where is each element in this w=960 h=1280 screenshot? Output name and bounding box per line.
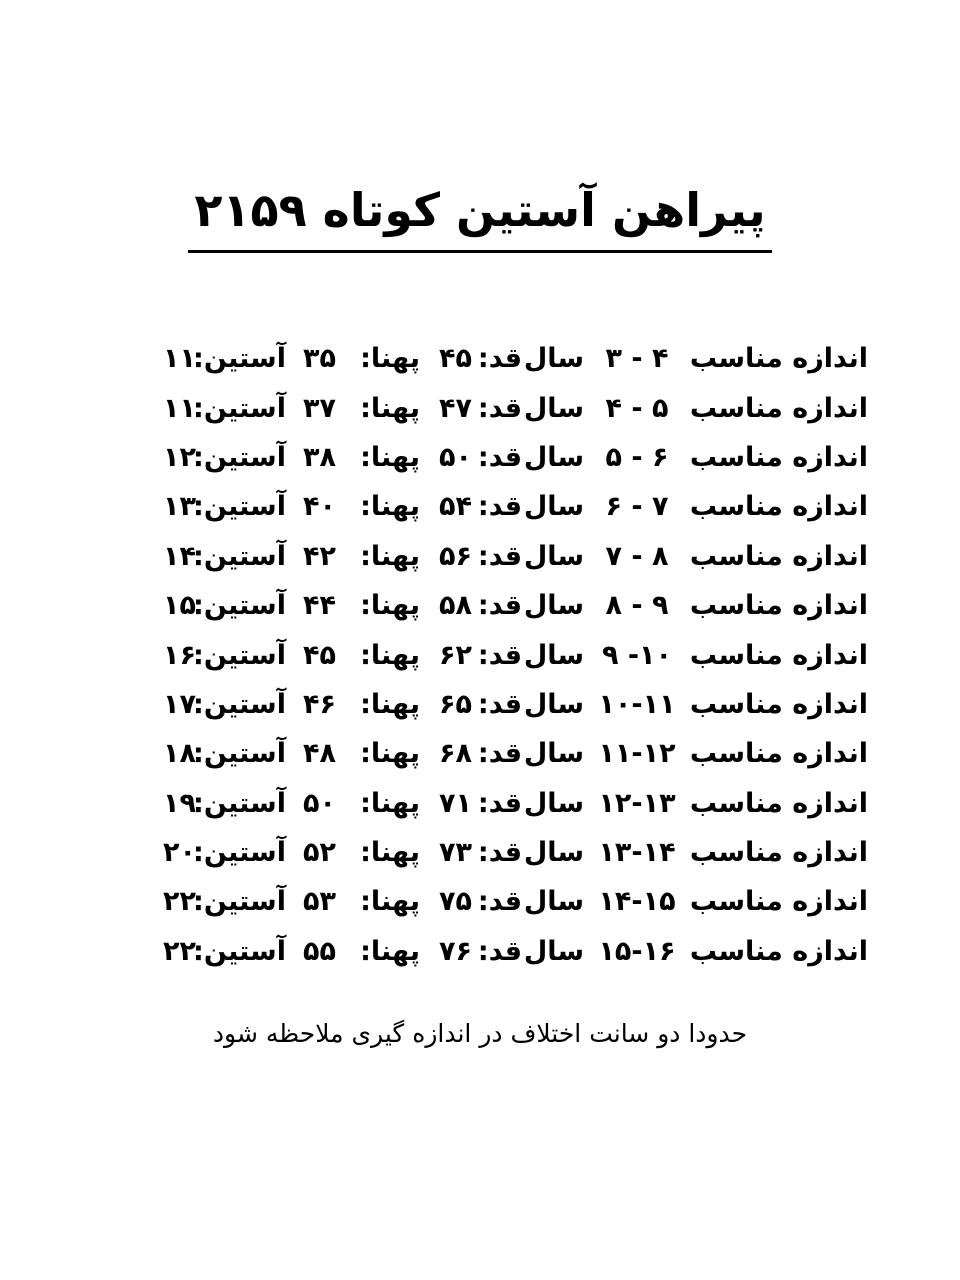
height-label: قد:: [477, 343, 522, 375]
size-row: [78, 630, 868, 679]
sleeve-value: ۱۱: [163, 343, 196, 375]
size-label: اندازه مناسب: [689, 886, 868, 918]
year-label: سال: [523, 343, 584, 375]
page-title: پیراهن آستین کوتاه ۲۱۵۹: [188, 178, 771, 253]
width-label: پهنا:: [360, 639, 420, 671]
size-label: اندازه مناسب: [689, 343, 868, 375]
age-range: ۱۰-۱۱: [598, 688, 676, 720]
height-label: قد:: [477, 540, 522, 572]
height-value: ۵۶: [439, 540, 472, 572]
sleeve-label: آستین:: [193, 540, 286, 572]
width-label: پهنا:: [360, 590, 420, 622]
age-range: ۷ - ۸: [605, 540, 669, 572]
sleeve-label: آستین:: [193, 837, 286, 869]
height-value: ۷۱: [439, 787, 472, 819]
width-label: پهنا:: [360, 886, 420, 918]
age-range: ۱۵-۱۶: [598, 935, 676, 967]
year-label: سال: [523, 540, 584, 572]
sleeve-value: ۱۷: [163, 688, 196, 720]
width-label: پهنا:: [360, 491, 420, 523]
width-label: پهنا:: [360, 688, 420, 720]
age-range: ۱۲-۱۳: [598, 787, 676, 819]
width-value: ۳۵: [303, 343, 336, 375]
height-value: ۵۰: [439, 441, 472, 473]
size-row: [78, 334, 868, 383]
sleeve-value: ۱۹: [163, 787, 196, 819]
height-value: ۷۵: [439, 886, 472, 918]
width-value: ۴۲: [303, 540, 336, 572]
age-range: ۳ - ۴: [605, 343, 669, 375]
size-label: اندازه مناسب: [689, 837, 868, 869]
height-label: قد:: [477, 491, 522, 523]
size-table: [78, 334, 868, 976]
sleeve-value: ۱۲: [163, 441, 196, 473]
height-label: قد:: [477, 639, 522, 671]
sleeve-value: ۱۳: [163, 491, 196, 523]
height-label: قد:: [477, 590, 522, 622]
height-value: ۶۲: [439, 639, 472, 671]
height-value: ۴۵: [439, 343, 472, 375]
sleeve-label: آستین:: [193, 688, 286, 720]
width-label: پهنا:: [360, 441, 420, 473]
age-range: ۴ - ۵: [605, 392, 669, 424]
size-label: اندازه مناسب: [689, 392, 868, 424]
width-label: پهنا:: [360, 837, 420, 869]
sleeve-label: آستین:: [193, 639, 286, 671]
year-label: سال: [523, 935, 584, 967]
age-range: ۶ - ۷: [605, 491, 669, 523]
height-value: ۶۵: [439, 688, 472, 720]
sleeve-label: آستین:: [193, 935, 286, 967]
size-label: اندازه مناسب: [689, 639, 868, 671]
year-label: سال: [523, 392, 584, 424]
footnote: حدودا دو سانت اختلاف در اندازه گیری ملاحظه شود: [212, 1019, 748, 1048]
size-row: [78, 779, 868, 828]
height-value: ۷۳: [439, 837, 472, 869]
year-label: سال: [523, 886, 584, 918]
sleeve-value: ۲۲: [163, 935, 196, 967]
age-range: ۸ - ۹: [605, 590, 669, 622]
height-value: ۵۸: [439, 590, 472, 622]
width-label: پهنا:: [360, 540, 420, 572]
size-row: [78, 433, 868, 482]
size-label: اندازه مناسب: [689, 935, 868, 967]
sleeve-value: ۱۱: [163, 392, 196, 424]
width-value: ۴۰: [303, 491, 336, 523]
size-row: [78, 828, 868, 877]
width-value: ۴۴: [303, 590, 336, 622]
sleeve-value: ۱۸: [163, 738, 196, 770]
size-row: [78, 877, 868, 926]
sleeve-label: آستین:: [193, 343, 286, 375]
height-label: قد:: [477, 837, 522, 869]
width-label: پهنا:: [360, 392, 420, 424]
size-row: [78, 927, 868, 976]
sleeve-label: آستین:: [193, 392, 286, 424]
sleeve-label: آستین:: [193, 886, 286, 918]
width-value: ۴۸: [303, 738, 336, 770]
height-label: قد:: [477, 935, 522, 967]
sleeve-value: ۲۲: [163, 886, 196, 918]
width-value: ۵۰: [303, 787, 336, 819]
size-label: اندازه مناسب: [689, 738, 868, 770]
size-row: [78, 482, 868, 531]
size-row: [78, 532, 868, 581]
size-label: اندازه مناسب: [689, 787, 868, 819]
age-range: ۵ - ۶: [605, 441, 669, 473]
width-value: ۴۶: [303, 688, 336, 720]
size-row: [78, 581, 868, 630]
height-value: ۵۴: [439, 491, 472, 523]
year-label: سال: [523, 688, 584, 720]
size-row: [78, 383, 868, 432]
year-label: سال: [523, 738, 584, 770]
age-range: ۱۳-۱۴: [598, 837, 676, 869]
size-row: [78, 680, 868, 729]
width-label: پهنا:: [360, 935, 420, 967]
size-label: اندازه مناسب: [689, 491, 868, 523]
width-value: ۳۷: [303, 392, 336, 424]
age-range: ۱۴-۱۵: [598, 886, 676, 918]
sleeve-value: ۲۰: [163, 837, 196, 869]
sleeve-value: ۱۶: [163, 639, 196, 671]
size-label: اندازه مناسب: [689, 441, 868, 473]
height-value: ۷۶: [439, 935, 472, 967]
width-label: پهنا:: [360, 787, 420, 819]
title-container: [0, 178, 960, 253]
year-label: سال: [523, 491, 584, 523]
width-value: ۳۸: [303, 441, 336, 473]
sleeve-value: ۱۴: [163, 540, 196, 572]
size-row: [78, 729, 868, 778]
sleeve-label: آستین:: [193, 491, 286, 523]
width-value: ۵۵: [303, 935, 336, 967]
width-label: پهنا:: [360, 343, 420, 375]
year-label: سال: [523, 639, 584, 671]
height-label: قد:: [477, 787, 522, 819]
height-label: قد:: [477, 392, 522, 424]
sleeve-label: آستین:: [193, 738, 286, 770]
year-label: سال: [523, 590, 584, 622]
sleeve-label: آستین:: [193, 590, 286, 622]
height-label: قد:: [477, 688, 522, 720]
year-label: سال: [523, 441, 584, 473]
height-label: قد:: [477, 738, 522, 770]
sleeve-label: آستین:: [193, 441, 286, 473]
height-value: ۶۸: [439, 738, 472, 770]
height-label: قد:: [477, 886, 522, 918]
sleeve-value: ۱۵: [163, 590, 196, 622]
width-value: ۵۳: [303, 886, 336, 918]
size-label: اندازه مناسب: [689, 590, 868, 622]
age-range: ۹ -۱۰: [601, 639, 673, 671]
size-label: اندازه مناسب: [689, 540, 868, 572]
width-label: پهنا:: [360, 738, 420, 770]
width-value: ۴۵: [303, 639, 336, 671]
age-range: ۱۱-۱۲: [598, 738, 676, 770]
height-value: ۴۷: [439, 392, 472, 424]
year-label: سال: [523, 837, 584, 869]
year-label: سال: [523, 787, 584, 819]
sleeve-label: آستین:: [193, 787, 286, 819]
height-label: قد:: [477, 441, 522, 473]
size-label: اندازه مناسب: [689, 688, 868, 720]
width-value: ۵۲: [303, 837, 336, 869]
